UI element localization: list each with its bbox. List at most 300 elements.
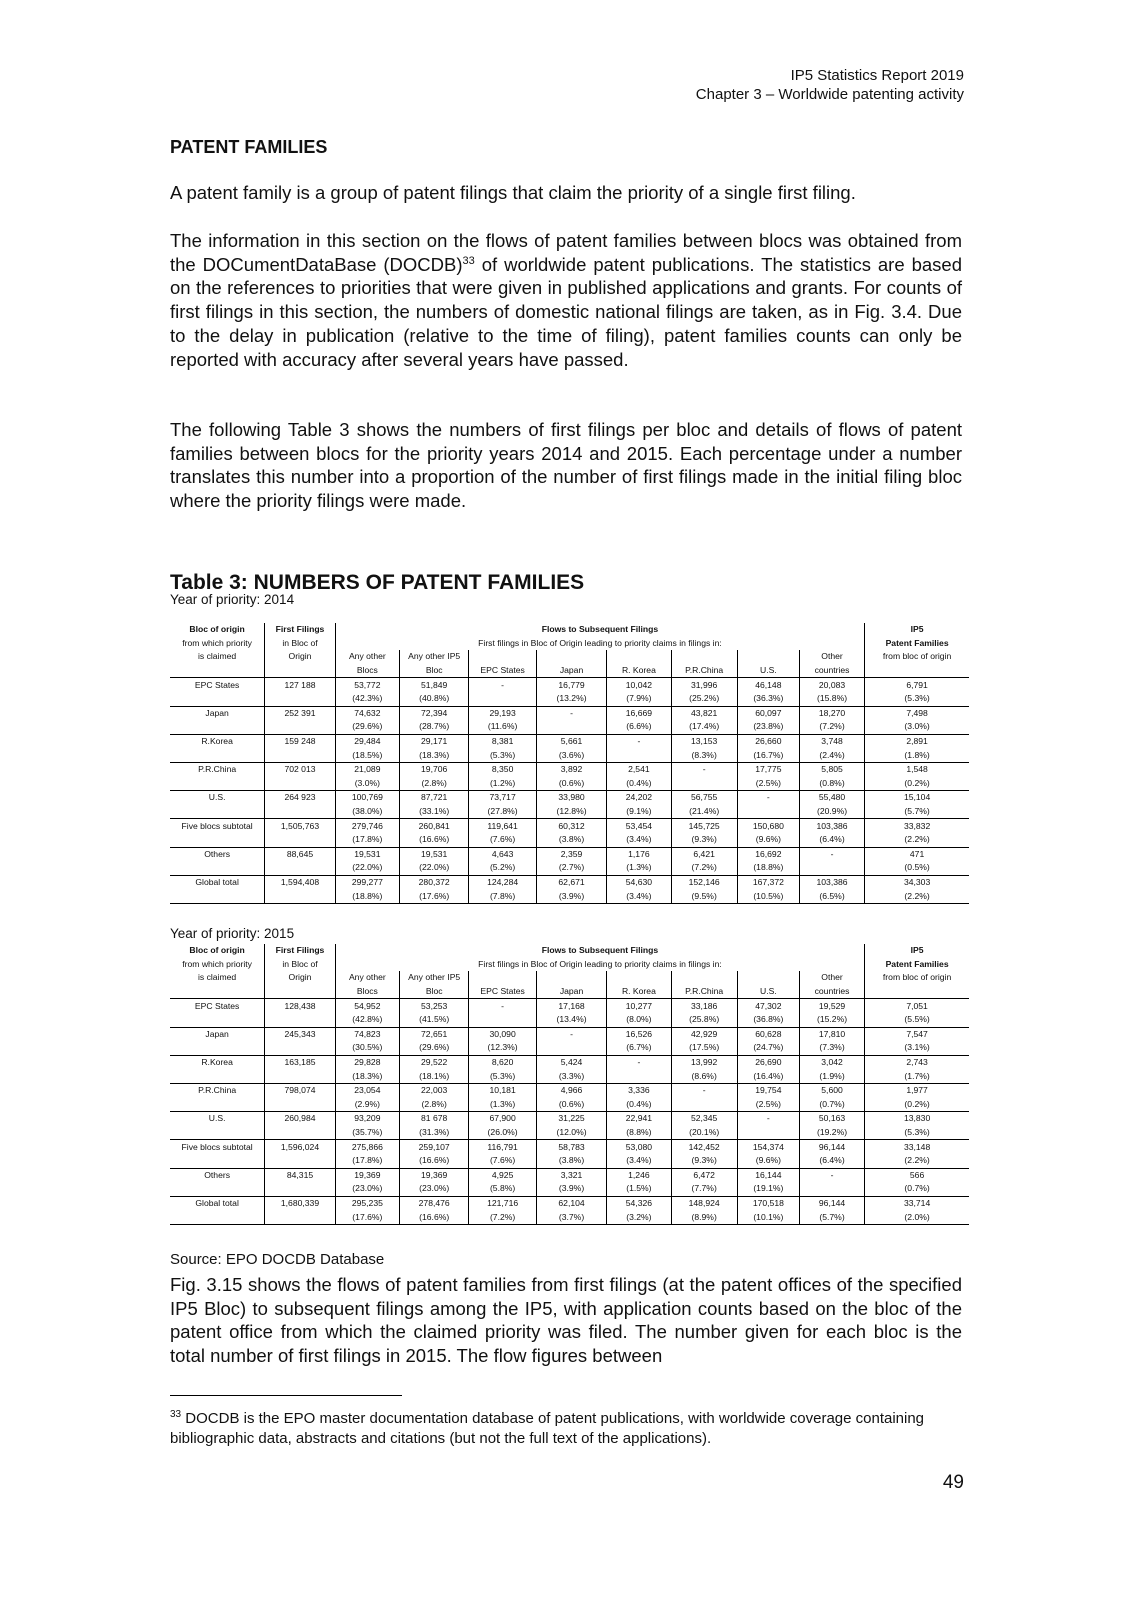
header-any-other-blocs-line2: Blocs [335,664,399,678]
value-cell: 124,284 [469,875,536,889]
value-cell: 19,369 [399,1168,468,1182]
header-ip5: IP5 [910,624,924,635]
header-bloc-origin: Bloc of origin [170,623,265,637]
first-filings-spacer [265,1013,336,1027]
percent-cell: (9.1%) [607,805,671,819]
value-cell: 43,821 [671,706,737,720]
value-cell: 121,716 [469,1196,536,1210]
value-cell: 7,498 [865,706,969,720]
percent-cell: (42.3%) [335,692,399,706]
table-row [170,1083,969,1097]
first-filings-spacer [265,720,336,734]
bloc-cell-spacer [170,833,265,847]
value-cell: 33,980 [536,791,607,805]
first-filings-spacer [265,1154,336,1168]
value-cell: 20,083 [799,678,864,692]
percent-cell: (12.3%) [469,1041,536,1055]
section-title: PATENT FAMILIES [170,137,328,157]
value-cell: 33,148 [865,1140,969,1154]
percent-cell: (22.0%) [335,861,399,875]
footnote-text: DOCDB is the EPO master documentation database of patent publications, with worldwide coverage containing bibliographic data, abstracts and citations (but not the full text of the applications). [170,1410,925,1447]
page-number: 49 [942,1472,964,1493]
value-cell: 1,548 [865,762,969,776]
first-filings-spacer [265,1069,336,1083]
percent-cell: (5.3%) [904,1127,930,1138]
percent-cell: (0.2%) [904,777,930,788]
percent-cell: (17.4%) [671,720,737,734]
percent-cell: (24.7%) [737,1041,799,1055]
percent-cell: (35.7%) [335,1126,399,1140]
percent-cell: (2.2%) [865,889,969,903]
value-cell: 1,246 [607,1168,671,1182]
table-row [170,1055,969,1069]
header-other-countries: Other [799,971,864,985]
value-cell: 3,892 [536,762,607,776]
table-row-percent [170,777,969,791]
value-cell: 60,097 [737,706,799,720]
bloc-cell: Japan [170,1027,265,1041]
value-cell: 7,051 [865,999,969,1013]
table-row-percent [170,720,969,734]
first-filings-cell: 702 013 [265,762,336,776]
percent-cell: (7.6%) [469,1154,536,1168]
value-cell: 21,089 [335,762,399,776]
table-row-percent [170,1210,969,1224]
page-header [696,66,964,104]
first-filings-spacer [265,777,336,791]
bloc-cell: R.Korea [170,734,265,748]
percent-cell: (6.4%) [799,833,864,847]
percent-cell: (7.3%) [799,1041,864,1055]
value-cell: 2,891 [865,734,969,748]
percent-cell: (2.5%) [737,777,799,791]
value-cell: 74,632 [335,706,399,720]
value-cell: 87,721 [399,791,468,805]
percent-cell: (2.9%) [335,1098,399,1112]
header-first-filings: First Filings [265,944,336,958]
value-cell: 47,302 [737,999,799,1013]
percent-cell: (16.6%) [399,1210,468,1224]
value-cell: 16,779 [536,678,607,692]
percent-cell: (9.5%) [671,889,737,903]
percent-cell: (3.0%) [335,777,399,791]
value-cell: 56,755 [671,791,737,805]
percent-cell: (6.5%) [799,889,864,903]
value-cell: 60,628 [737,1027,799,1041]
value-cell: 170,518 [737,1196,799,1210]
value-cell: - [737,791,799,805]
percent-cell: (38.0%) [335,805,399,819]
value-cell: 5,661 [536,734,607,748]
value-cell: - [469,999,536,1013]
bloc-cell: Global total [170,1196,265,1210]
value-cell: 73,717 [469,791,536,805]
header-flows-title: Flows to Subsequent Filings [335,623,864,637]
percent-cell: (0.7%) [904,1183,930,1194]
value-cell: 29,522 [399,1055,468,1069]
header-any-other-ip5: Any other IP5 [399,971,468,985]
bloc-cell: Others [170,1168,265,1182]
percent-cell [737,1126,799,1140]
value-cell: 3,336 [607,1083,671,1097]
bloc-cell-spacer [170,692,265,706]
value-cell: 22,941 [607,1112,671,1126]
first-filings-cell: 798,074 [265,1083,336,1097]
header-flows-subtitle: First filings in Bloc of Origin leading to priority claims in filings in: [335,958,864,972]
value-cell: - [536,1027,607,1041]
percent-cell: (18.8%) [737,861,799,875]
percent-cell: (30.5%) [335,1041,399,1055]
value-cell: 471 [865,847,969,861]
header-any-other-ip5-line2: Bloc [399,664,468,678]
value-cell: 2,541 [607,762,671,776]
header-any-other-ip5: Any other IP5 [399,650,468,664]
percent-cell: (23.0%) [399,1182,468,1196]
percent-cell: (12.0%) [536,1126,607,1140]
percent-cell: (16.6%) [399,833,468,847]
bloc-cell: P.R.China [170,762,265,776]
value-cell: 29,484 [335,734,399,748]
value-cell: 13,992 [671,1055,737,1069]
first-filings-spacer [265,1210,336,1224]
header-flows-title: Flows to Subsequent Filings [335,944,864,958]
value-cell: 6,421 [671,847,737,861]
header-japan: Japan [536,664,607,678]
value-cell: 50,163 [799,1112,864,1126]
percent-cell: (3.3%) [536,1069,607,1083]
bloc-cell: Others [170,847,265,861]
first-filings-spacer [265,692,336,706]
value-cell: 100,769 [335,791,399,805]
value-cell: 259,107 [399,1140,468,1154]
percent-cell: (21.4%) [671,805,737,819]
percent-cell: (28.7%) [399,720,468,734]
value-cell: 19,754 [737,1083,799,1097]
value-cell: 29,828 [335,1055,399,1069]
bloc-cell-spacer [170,1098,265,1112]
table-row [170,1112,969,1126]
value-cell: - [607,1055,671,1069]
percent-cell: (7.2%) [799,720,864,734]
percent-cell: (7.8%) [469,889,536,903]
value-cell: 72,651 [399,1027,468,1041]
percent-cell: (5.5%) [904,1014,930,1025]
percent-cell: (1.8%) [904,749,930,760]
header-ip5-line2: Patent Families [885,958,949,969]
value-cell: 15,104 [865,791,969,805]
table-row [170,875,969,889]
value-cell: - [671,1083,737,1097]
percent-cell: (0.5%) [904,862,930,873]
header-chapter-title: Chapter 3 – Worldwide patenting activity [695,86,964,103]
percent-cell: (13.2%) [536,692,607,706]
table-row [170,847,969,861]
percent-cell: (5.7%) [904,806,930,817]
value-cell: 60,312 [536,819,607,833]
footnote-separator [170,1395,402,1396]
table-row-percent [170,692,969,706]
percent-cell: (1.3%) [469,1098,536,1112]
percent-cell: (6.6%) [607,720,671,734]
percent-cell: (36.3%) [737,692,799,706]
header-other-countries-line2: countries [799,664,864,678]
table-row-percent [170,1154,969,1168]
value-cell: 24,202 [607,791,671,805]
value-cell: - [799,1168,864,1182]
value-cell: 16,669 [607,706,671,720]
header-other-countries: Other [799,650,864,664]
value-cell: 278,476 [399,1196,468,1210]
first-filings-spacer [265,805,336,819]
percent-cell: (3.6%) [536,748,607,762]
value-cell: 67,900 [469,1112,536,1126]
percent-cell: (5.3%) [469,1069,536,1083]
percent-cell: (3.1%) [904,1042,930,1053]
value-cell: 19,531 [399,847,468,861]
percent-cell: (8.6%) [671,1069,737,1083]
percent-cell: (3.2%) [607,1210,671,1224]
percent-cell: (9.3%) [671,833,737,847]
value-cell: 2,359 [536,847,607,861]
value-cell: 10,042 [607,678,671,692]
table-row [170,762,969,776]
value-cell: 148,924 [671,1196,737,1210]
value-cell: 42,929 [671,1027,737,1041]
year-2014-label: Year of priority: 2014 [170,592,295,607]
first-filings-cell: 84,315 [265,1168,336,1182]
percent-cell: (8.9%) [671,1210,737,1224]
value-cell: 8,620 [469,1055,536,1069]
value-cell: 6,791 [865,678,969,692]
table-row-percent [170,1098,969,1112]
header-first-filings: First Filings [265,623,336,637]
value-cell: 62,671 [536,875,607,889]
first-filings-cell: 1,596,024 [265,1140,336,1154]
bloc-cell-spacer [170,1154,265,1168]
value-cell: - [536,706,607,720]
percent-cell: (18.3%) [335,1069,399,1083]
value-cell: 150,680 [737,819,799,833]
bloc-cell: EPC States [170,678,265,692]
value-cell: 3,748 [799,734,864,748]
value-cell: 19,369 [335,1168,399,1182]
percent-cell: (19.2%) [799,1126,864,1140]
percent-cell: (9.6%) [737,1154,799,1168]
percent-cell: (3.9%) [536,1182,607,1196]
percent-cell: (25.2%) [671,692,737,706]
bloc-cell: Five blocs subtotal [170,1140,265,1154]
percent-cell: (23.8%) [737,720,799,734]
percent-cell: (0.2%) [904,1098,930,1109]
header-report-title: IP5 Statistics Report 2019 [790,67,964,84]
header-japan: Japan [536,985,607,999]
percent-cell: (17.8%) [335,1154,399,1168]
percent-cell: (1.7%) [904,1070,930,1081]
value-cell: 154,374 [737,1140,799,1154]
value-cell: 23,054 [335,1083,399,1097]
value-cell: 5,805 [799,762,864,776]
value-cell: 31,225 [536,1112,607,1126]
bloc-cell-spacer [170,805,265,819]
value-cell: 142,452 [671,1140,737,1154]
value-cell: 2,743 [865,1055,969,1069]
percent-cell: (7.7%) [671,1182,737,1196]
percent-cell [799,1182,864,1196]
first-filings-cell: 163,185 [265,1055,336,1069]
percent-cell: (36.8%) [737,1013,799,1027]
first-filings-spacer [265,861,336,875]
value-cell: 55,480 [799,791,864,805]
percent-cell: (22.0%) [399,861,468,875]
value-cell: - [607,734,671,748]
percent-cell [536,720,607,734]
bloc-cell-spacer [170,861,265,875]
percent-cell: (2.8%) [399,777,468,791]
table-row-percent [170,805,969,819]
percent-cell [469,1013,536,1027]
bloc-cell-spacer [170,720,265,734]
percent-cell: (2.4%) [799,748,864,762]
table-body-2015 [170,999,969,1225]
bloc-cell-spacer [170,1013,265,1027]
value-cell: 22,003 [399,1083,468,1097]
percent-cell: (1.3%) [607,861,671,875]
paragraph-information-part2: of worldwide patent publications. The statistics are based on the references to priorities that were given in published applications and grants. For counts of first filings in this section, the numbers of domestic national filings are taken, as in Fig. 3.4. Due to the delay in publication (relative to the time of filing), patent families counts can only be reported with accuracy after several years have passed. [170,253,962,370]
percent-cell: (10.5%) [737,889,799,903]
percent-cell: (5.7%) [799,1210,864,1224]
patent-families-table-2014 [170,623,969,904]
percent-cell: (13.4%) [536,1013,607,1027]
bloc-cell-spacer [170,748,265,762]
percent-cell: (20.9%) [799,805,864,819]
header-ip5-line2: Patent Families [885,637,949,648]
value-cell: 17,775 [737,762,799,776]
table-body-2014 [170,678,969,904]
percent-cell: (16.7%) [737,748,799,762]
value-cell: 103,386 [799,819,864,833]
percent-cell: (8.0%) [607,1013,671,1027]
footnote-reference[interactable]: 33 [462,254,475,267]
paragraph-definition: A patent family is a group of patent filings that claim the priority of a single first filing. [170,182,856,203]
value-cell: 145,725 [671,819,737,833]
table-row [170,734,969,748]
percent-cell: (0.6%) [536,1098,607,1112]
header-any-other-ip5-line2: Bloc [399,985,468,999]
bloc-cell-spacer [170,777,265,791]
header-epc-states: EPC States [469,664,536,678]
header-ip5-line3: from bloc of origin [882,651,952,662]
percent-cell: (8.3%) [671,748,737,762]
value-cell: 17,168 [536,999,607,1013]
value-cell: 19,706 [399,762,468,776]
table-header [170,623,969,678]
percent-cell: (31.3%) [399,1126,468,1140]
bloc-cell-spacer [170,1069,265,1083]
value-cell: 119,641 [469,819,536,833]
table-row-percent [170,748,969,762]
percent-cell: (3.4%) [607,833,671,847]
value-cell: 33,186 [671,999,737,1013]
percent-cell: (6.4%) [799,1154,864,1168]
percent-cell: (17.6%) [399,889,468,903]
percent-cell: (23.0%) [335,1182,399,1196]
value-cell: 29,171 [399,734,468,748]
percent-cell: (1.9%) [799,1069,864,1083]
header-ip5: IP5 [910,945,924,956]
header-ip5-line3: from bloc of origin [882,972,952,983]
value-cell: - [671,762,737,776]
percent-cell: (5.3%) [469,748,536,762]
value-cell: 5,600 [799,1083,864,1097]
percent-cell: (2.2%) [904,1155,930,1166]
percent-cell: (0.4%) [607,1098,671,1112]
percent-cell: (3.8%) [536,833,607,847]
table-row-percent [170,889,969,903]
value-cell: - [799,847,864,861]
table-title: Table 3: NUMBERS OF PATENT FAMILIES [170,571,585,594]
table-row-percent [170,1041,969,1055]
header-bloc-origin-line3: is claimed [170,650,265,664]
table-row-percent [170,861,969,875]
percent-cell: (0.6%) [536,777,607,791]
percent-cell [737,805,799,819]
bloc-cell: P.R.China [170,1083,265,1097]
first-filings-cell: 252 391 [265,706,336,720]
value-cell: 260,841 [399,819,468,833]
value-cell: 13,153 [671,734,737,748]
value-cell: 34,303 [865,875,969,889]
percent-cell: (0.8%) [799,777,864,791]
value-cell: 30,090 [469,1027,536,1041]
percent-cell: (12.8%) [536,805,607,819]
percent-cell: (2.2%) [904,834,930,845]
percent-cell: (20.1%) [671,1126,737,1140]
percent-cell: (33.1%) [399,805,468,819]
value-cell: 53,253 [399,999,468,1013]
percent-cell: (40.8%) [399,692,468,706]
value-cell: 6,472 [671,1168,737,1182]
percent-cell: (9.6%) [737,833,799,847]
value-cell: 152,146 [671,875,737,889]
percent-cell: (1.2%) [469,777,536,791]
table-header [170,944,969,999]
percent-cell: (15.2%) [799,1013,864,1027]
value-cell: - [737,1112,799,1126]
table-row-percent [170,1069,969,1083]
first-filings-cell: 159 248 [265,734,336,748]
first-filings-cell: 88,645 [265,847,336,861]
percent-cell: (15.8%) [799,692,864,706]
value-cell: 566 [865,1168,969,1182]
bloc-cell: Five blocs subtotal [170,819,265,833]
value-cell: 19,531 [335,847,399,861]
value-cell: 33,714 [865,1196,969,1210]
percent-cell: (42.8%) [335,1013,399,1027]
bloc-cell: R.Korea [170,1055,265,1069]
value-cell: 31,996 [671,678,737,692]
percent-cell: (2.7%) [536,861,607,875]
bloc-cell-spacer [170,889,265,903]
percent-cell: (5.8%) [469,1182,536,1196]
value-cell: 51,849 [399,678,468,692]
footnote [170,1405,970,1448]
value-cell: 58,783 [536,1140,607,1154]
value-cell: 52,345 [671,1112,737,1126]
percent-cell: (11.6%) [469,720,536,734]
first-filings-cell: 1,594,408 [265,875,336,889]
percent-cell: (5.2%) [469,861,536,875]
value-cell: 103,386 [799,875,864,889]
